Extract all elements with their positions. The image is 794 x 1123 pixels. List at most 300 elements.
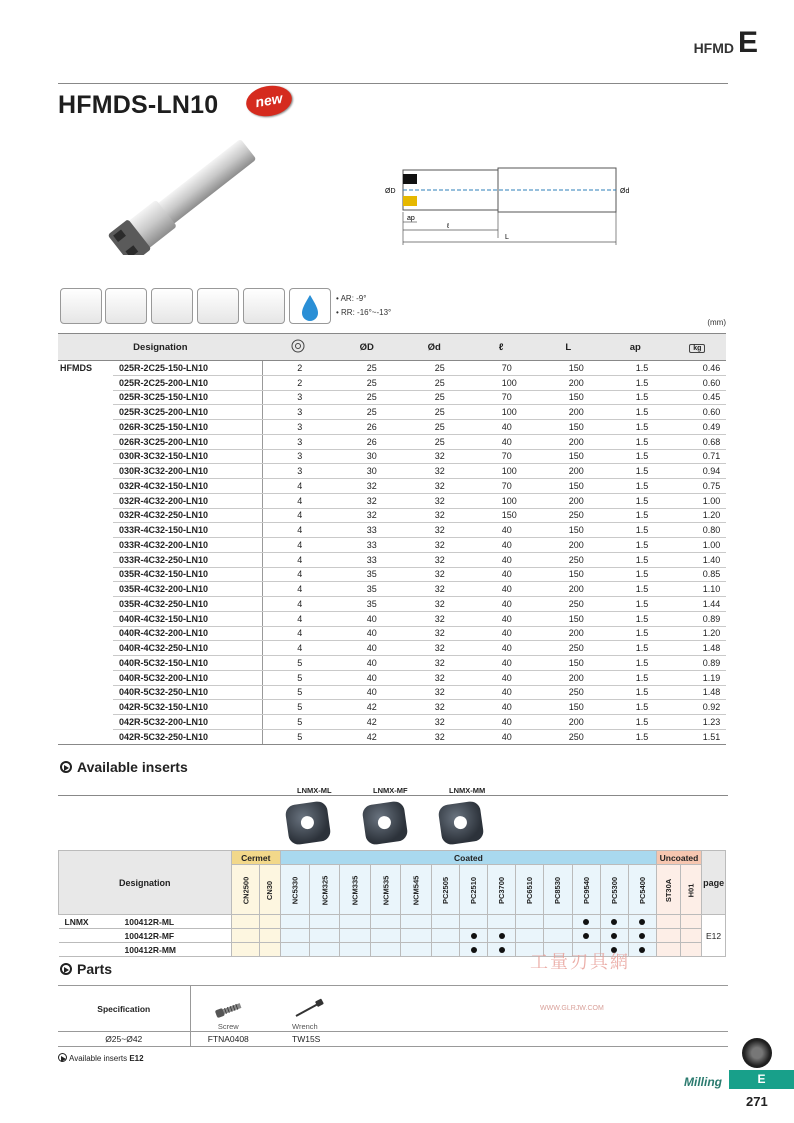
col-designation: Designation [58, 334, 263, 361]
grade-availability-cell [600, 915, 628, 929]
availability-dot-icon [639, 947, 645, 953]
grade-label: NCM535 [381, 875, 391, 905]
value-cell: 4 [263, 611, 333, 626]
section-arrow-icon [60, 963, 72, 975]
insert-photo-mm [437, 800, 484, 845]
value-cell: 25 [401, 375, 468, 390]
grade-header [370, 865, 401, 915]
value-cell: 40 [468, 715, 535, 730]
value-cell: 150 [535, 611, 602, 626]
insert-group-cell [59, 943, 119, 957]
value-cell: 26 [333, 434, 401, 449]
grade-availability-cell [431, 943, 459, 957]
value-cell: 1.00 [669, 538, 726, 553]
slotting-icon [105, 288, 147, 324]
table-row [58, 626, 726, 641]
group-cell [58, 434, 113, 449]
grade-header [460, 865, 488, 915]
value-cell: 4 [263, 626, 333, 641]
availability-dot-icon [611, 919, 617, 925]
value-cell: 4 [263, 641, 333, 656]
table-row [58, 434, 726, 449]
inserts-table [58, 850, 726, 957]
value-cell: 200 [535, 582, 602, 597]
designation-cell: 042R-5C32-250-LN10 [113, 729, 263, 744]
value-cell: 40 [468, 538, 535, 553]
value-cell: 100 [468, 405, 535, 420]
grade-label: CN2500 [240, 876, 250, 904]
value-cell: 32 [401, 567, 468, 582]
value-cell: 32 [401, 611, 468, 626]
value-cell: 32 [401, 685, 468, 700]
availability-dot-icon [639, 919, 645, 925]
value-cell: 100 [468, 375, 535, 390]
value-cell: 150 [535, 479, 602, 494]
value-cell: 4 [263, 508, 333, 523]
value-cell: 1.5 [602, 582, 669, 597]
value-cell: 1.48 [669, 685, 726, 700]
value-cell: 1.51 [669, 729, 726, 744]
group-cell: HFMDS [60, 363, 92, 374]
group-cell [58, 567, 113, 582]
grade-availability-cell [544, 915, 572, 929]
inserts-section-title [60, 759, 188, 775]
value-cell: 250 [535, 729, 602, 744]
grade-label: H01 [686, 883, 696, 897]
grade-label: NCM335 [350, 875, 360, 905]
value-cell: 33 [333, 538, 401, 553]
value-cell: 250 [535, 641, 602, 656]
value-cell: 32 [401, 626, 468, 641]
group-cell [58, 715, 113, 730]
availability-dot-icon [611, 933, 617, 939]
designation-cell: 025R-2C25-200-LN10 [113, 375, 263, 390]
availability-dot-icon [499, 947, 505, 953]
grade-header [628, 865, 656, 915]
value-cell: 4 [263, 567, 333, 582]
value-cell: 5 [263, 656, 333, 671]
value-cell: 40 [468, 552, 535, 567]
availability-dot-icon [499, 933, 505, 939]
insert-designation-cell: 100412R-MM [119, 943, 232, 957]
value-cell: 0.68 [669, 434, 726, 449]
value-cell: 32 [401, 582, 468, 597]
table-row [58, 361, 726, 376]
value-cell: 4 [263, 582, 333, 597]
parts-col-spec: Specification [58, 986, 190, 1032]
value-cell: 32 [401, 523, 468, 538]
availability-dot-icon [583, 919, 589, 925]
value-cell: 1.5 [602, 567, 669, 582]
dim-label-dD: ØD [385, 188, 396, 195]
value-cell: 1.5 [602, 611, 669, 626]
ins-col-designation: Designation [59, 851, 232, 915]
grade-header [401, 865, 432, 915]
value-cell: 25 [333, 405, 401, 420]
section-arrow-icon [60, 761, 72, 773]
footer-category: Milling [684, 1075, 722, 1089]
grade-availability-cell [231, 943, 260, 957]
value-cell: 1.5 [602, 375, 669, 390]
value-cell: 25 [401, 420, 468, 435]
designation-cell: 040R-4C32-150-LN10 [113, 611, 263, 626]
table-row [58, 405, 726, 420]
grade-availability-cell [681, 915, 702, 929]
grade-label: PC9540 [581, 876, 591, 904]
value-cell: 32 [401, 670, 468, 685]
page-title: HFMDS-LN10 [58, 91, 219, 119]
table-row [58, 449, 726, 464]
grade-availability-cell [260, 929, 281, 943]
value-cell: 40 [468, 670, 535, 685]
designation-cell: 042R-5C32-150-LN10 [113, 700, 263, 715]
value-cell: 200 [535, 626, 602, 641]
value-cell: 200 [535, 405, 602, 420]
value-cell: 1.44 [669, 597, 726, 612]
value-cell: 1.5 [602, 420, 669, 435]
note-ref: E12 [129, 1054, 144, 1063]
value-cell: 250 [535, 685, 602, 700]
col-weight [669, 334, 726, 361]
footer-chapter-tab: E [729, 1070, 794, 1089]
value-cell: 5 [263, 729, 333, 744]
group-cell [58, 449, 113, 464]
table-row [58, 552, 726, 567]
value-cell: 32 [401, 656, 468, 671]
insert-photo-mf [361, 800, 408, 845]
value-cell: 3 [263, 420, 333, 435]
value-cell: 40 [468, 729, 535, 744]
value-cell: 0.94 [669, 464, 726, 479]
value-cell: 0.60 [669, 375, 726, 390]
value-cell: 32 [401, 493, 468, 508]
ins-group-uncoated: Uncoated [656, 851, 701, 865]
designation-cell: 040R-4C32-250-LN10 [113, 641, 263, 656]
grade-availability-cell [260, 915, 281, 929]
value-cell: 35 [333, 582, 401, 597]
table-row [58, 538, 726, 553]
header-divider [58, 83, 728, 84]
insert-group-cell: LNMX [59, 915, 119, 929]
grade-header [231, 865, 260, 915]
ins-group-cermet: Cermet [231, 851, 281, 865]
value-cell: 1.5 [602, 685, 669, 700]
grade-availability-cell [656, 943, 680, 957]
value-cell: 70 [468, 449, 535, 464]
value-cell: 1.5 [602, 538, 669, 553]
value-cell: 4 [263, 523, 333, 538]
grade-header [309, 865, 340, 915]
helical-milling-icon [243, 288, 285, 324]
value-cell: 32 [401, 715, 468, 730]
value-cell: 1.00 [669, 493, 726, 508]
wrench-label: Wrench [292, 1022, 318, 1031]
group-cell [58, 405, 113, 420]
designation-cell: 033R-4C32-200-LN10 [113, 538, 263, 553]
grade-availability-cell [309, 929, 340, 943]
value-cell: 32 [401, 641, 468, 656]
value-cell: 32 [401, 700, 468, 715]
value-cell: 150 [535, 523, 602, 538]
value-cell: 40 [468, 597, 535, 612]
table-row [58, 464, 726, 479]
value-cell: 25 [401, 405, 468, 420]
insert-group-cell [59, 929, 119, 943]
value-cell: 30 [333, 449, 401, 464]
value-cell: 1.5 [602, 656, 669, 671]
table-row [58, 685, 726, 700]
value-cell: 200 [535, 375, 602, 390]
insert-designation-cell: 100412R-ML [119, 915, 232, 929]
screw-icon [211, 998, 245, 1020]
teeth-count-icon [290, 338, 306, 354]
value-cell: 32 [401, 729, 468, 744]
value-cell: 32 [401, 552, 468, 567]
value-cell: 0.60 [669, 405, 726, 420]
col-L: L [535, 334, 602, 361]
grade-availability-cell [401, 943, 432, 957]
designation-cell: 025R-3C25-200-LN10 [113, 405, 263, 420]
page-ref-cell: E12 [702, 915, 726, 957]
table-row [58, 493, 726, 508]
value-cell: 40 [468, 656, 535, 671]
grade-label: NCM325 [319, 875, 329, 905]
grade-availability-cell [231, 929, 260, 943]
feature-ar: • AR: -9° [336, 294, 367, 303]
designation-cell: 030R-3C32-200-LN10 [113, 464, 263, 479]
group-cell [58, 552, 113, 567]
value-cell: 1.5 [602, 361, 669, 376]
designation-cell: 032R-4C32-200-LN10 [113, 493, 263, 508]
grade-availability-cell [572, 929, 600, 943]
grade-availability-cell [572, 915, 600, 929]
value-cell: 100 [468, 464, 535, 479]
group-cell [58, 538, 113, 553]
insert-row [59, 929, 726, 943]
table-row [58, 420, 726, 435]
value-cell: 32 [401, 597, 468, 612]
grade-availability-cell [460, 943, 488, 957]
grade-header [431, 865, 459, 915]
insert-name-mm: LNMX-MM [449, 786, 486, 795]
insert-name-ml: LNMX-ML [297, 786, 332, 795]
group-cell [58, 493, 113, 508]
insert-name-mf: LNMX-MF [373, 786, 408, 795]
table-row [58, 390, 726, 405]
value-cell: 1.5 [602, 464, 669, 479]
grade-availability-cell [656, 929, 680, 943]
value-cell: 200 [535, 715, 602, 730]
grade-header [488, 865, 516, 915]
grade-header [260, 865, 281, 915]
designation-cell: 035R-4C32-200-LN10 [113, 582, 263, 597]
parts-table [58, 985, 728, 1047]
value-cell: 150 [535, 567, 602, 582]
grade-availability-cell [340, 915, 371, 929]
table-row [58, 670, 726, 685]
value-cell: 25 [333, 390, 401, 405]
value-cell: 40 [468, 641, 535, 656]
grade-header [516, 865, 544, 915]
group-cell [58, 582, 113, 597]
value-cell: 4 [263, 597, 333, 612]
grade-availability-cell [231, 915, 260, 929]
designation-cell: 030R-3C32-150-LN10 [113, 449, 263, 464]
value-cell: 1.5 [602, 508, 669, 523]
designation-cell: 040R-5C32-150-LN10 [113, 656, 263, 671]
grade-availability-cell [370, 943, 401, 957]
product-photo [95, 140, 280, 255]
grade-availability-cell [281, 943, 310, 957]
value-cell: 3 [263, 449, 333, 464]
value-cell: 25 [401, 434, 468, 449]
table-row [58, 700, 726, 715]
value-cell: 26 [333, 420, 401, 435]
value-cell: 200 [535, 434, 602, 449]
designation-cell: 033R-4C32-150-LN10 [113, 523, 263, 538]
grade-header [572, 865, 600, 915]
value-cell: 1.20 [669, 626, 726, 641]
value-cell: 25 [333, 361, 401, 376]
value-cell: 2 [263, 361, 333, 376]
value-cell: 40 [468, 700, 535, 715]
insert-designation-cell: 100412R-MF [119, 929, 232, 943]
grade-availability-cell [431, 929, 459, 943]
grade-availability-cell [281, 915, 310, 929]
value-cell: 1.10 [669, 582, 726, 597]
grade-label: PC5300 [609, 876, 619, 904]
grade-label: PC2510 [469, 876, 479, 904]
insert-row [59, 915, 726, 929]
value-cell: 0.45 [669, 390, 726, 405]
feature-rr: • RR: -16°~-13° [336, 308, 392, 317]
value-cell: 32 [333, 508, 401, 523]
grade-availability-cell [681, 929, 702, 943]
dim-label-dd: Ød [620, 188, 630, 195]
value-cell: 2 [263, 375, 333, 390]
value-cell: 3 [263, 434, 333, 449]
dim-label-l: ℓ [447, 223, 450, 230]
face-milling-icon [60, 288, 102, 324]
designation-cell: 025R-3C25-150-LN10 [113, 390, 263, 405]
ins-group-coated: Coated [281, 851, 657, 865]
parts-spec-value: Ø25~Ø42 [58, 1032, 190, 1047]
value-cell: 33 [333, 523, 401, 538]
dimension-drawing [375, 160, 640, 250]
value-cell: 40 [333, 641, 401, 656]
value-cell: 30 [333, 464, 401, 479]
value-cell: 1.5 [602, 552, 669, 567]
table-row [58, 641, 726, 656]
group-cell [58, 420, 113, 435]
value-cell: 25 [401, 361, 468, 376]
watermark-url: WWW.GLRJW.COM [540, 1005, 604, 1012]
value-cell: 40 [333, 656, 401, 671]
value-cell: 70 [468, 390, 535, 405]
inserts-title-text: Available inserts [77, 759, 188, 775]
value-cell: 1.5 [602, 626, 669, 641]
tool-spec-table [58, 333, 726, 745]
value-cell: 1.5 [602, 729, 669, 744]
insert-photo-ml [284, 800, 331, 845]
table-row [58, 597, 726, 612]
value-cell: 1.48 [669, 641, 726, 656]
value-cell: 0.89 [669, 611, 726, 626]
value-cell: 1.5 [602, 479, 669, 494]
value-cell: 0.80 [669, 523, 726, 538]
value-cell: 25 [401, 390, 468, 405]
value-cell: 32 [401, 538, 468, 553]
grade-header [600, 865, 628, 915]
value-cell: 0.92 [669, 700, 726, 715]
group-cell [58, 479, 113, 494]
value-cell: 32 [333, 479, 401, 494]
value-cell: 40 [468, 434, 535, 449]
value-cell: 0.71 [669, 449, 726, 464]
value-cell: 40 [468, 626, 535, 641]
value-cell: 5 [263, 715, 333, 730]
grade-label: NC5330 [290, 876, 300, 904]
value-cell: 150 [535, 449, 602, 464]
value-cell: 150 [535, 700, 602, 715]
grade-availability-cell [628, 943, 656, 957]
grade-availability-cell [628, 915, 656, 929]
parts-col-screw [190, 986, 266, 1032]
grade-availability-cell [401, 929, 432, 943]
group-cell [58, 700, 113, 715]
group-cell [58, 597, 113, 612]
value-cell: 4 [263, 479, 333, 494]
designation-cell: 032R-4C32-150-LN10 [113, 479, 263, 494]
ins-col-page: page [702, 851, 726, 915]
grade-header [544, 865, 572, 915]
unit-label: (mm) [707, 318, 726, 327]
group-cell [58, 375, 113, 390]
grade-availability-cell [281, 929, 310, 943]
value-cell: 1.20 [669, 508, 726, 523]
value-cell: 1.23 [669, 715, 726, 730]
value-cell: 40 [468, 611, 535, 626]
group-cell [58, 508, 113, 523]
value-cell: 40 [333, 626, 401, 641]
inserts-note [58, 1052, 144, 1063]
new-badge: new [244, 82, 295, 120]
note-arrow-icon [58, 1053, 67, 1062]
value-cell: 3 [263, 405, 333, 420]
designation-cell: 033R-4C32-250-LN10 [113, 552, 263, 567]
value-cell: 5 [263, 700, 333, 715]
grade-label: CN30 [265, 880, 275, 900]
chapter-code: HFMD [693, 40, 734, 56]
value-cell: 100 [468, 493, 535, 508]
screw-label: Screw [217, 1022, 239, 1031]
value-cell: 1.5 [602, 700, 669, 715]
col-dd: Ød [401, 334, 468, 361]
designation-cell: 032R-4C32-250-LN10 [113, 508, 263, 523]
availability-dot-icon [471, 933, 477, 939]
col-l: ℓ [468, 334, 535, 361]
grade-availability-cell [516, 929, 544, 943]
value-cell: 1.5 [602, 670, 669, 685]
value-cell: 32 [401, 464, 468, 479]
value-cell: 40 [468, 523, 535, 538]
value-cell: 1.5 [602, 523, 669, 538]
grade-availability-cell [370, 929, 401, 943]
value-cell: 200 [535, 538, 602, 553]
designation-cell: 040R-5C32-250-LN10 [113, 685, 263, 700]
value-cell: 40 [468, 685, 535, 700]
value-cell: 70 [468, 479, 535, 494]
